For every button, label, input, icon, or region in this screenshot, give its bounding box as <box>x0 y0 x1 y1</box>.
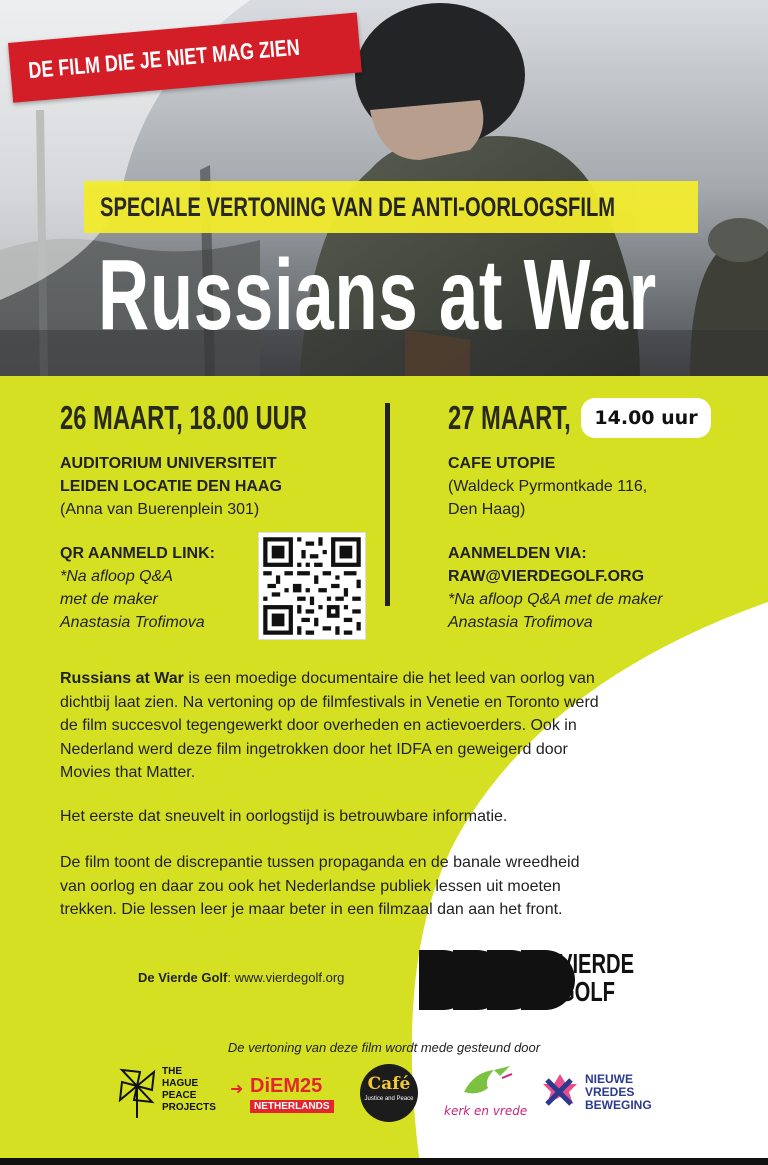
diem-sub: NETHERLANDS <box>250 1100 334 1113</box>
hague-line4: PROJECTS <box>162 1102 216 1113</box>
body-p3-line3: trekken. Die lessen leer je maar beter in een filmzaal dan aan het front. <box>60 901 563 918</box>
dove-icon <box>454 1062 514 1102</box>
organizer-site[interactable]: : www.vierdegolf.org <box>227 970 345 985</box>
event1-signup-label: QR AANMELD LINK: <box>60 545 215 562</box>
film-title: Russians at War <box>98 239 657 351</box>
cafe-sub: Justice and Peace <box>364 1096 414 1102</box>
body-p3-line1: De film toont de discrepantie tussen propaganda en de banale wreedheid <box>60 854 580 871</box>
body-p1-line1: is een moedige documentaire die het leed van oorlog van <box>183 670 595 687</box>
column-divider <box>385 403 390 606</box>
support-text: De vertoning van deze film wordt mede gesteund door <box>227 1040 541 1055</box>
qr-code[interactable] <box>258 532 366 640</box>
body-paragraph-2: Het eerste dat sneuvelt in oorlogstijd is betrouwbare informatie. <box>60 808 508 825</box>
nvb-line2: VREDES <box>585 1085 635 1099</box>
organizer-name: De Vierde Golf <box>138 970 228 985</box>
hague-line3: PEACE <box>162 1090 197 1101</box>
body-p1-line5: Movies that Matter. <box>60 764 196 781</box>
event2-address-line1: (Waldeck Pyrmontkade 116, <box>448 478 648 495</box>
event2-signup-email[interactable]: RAW@VIERDEGOLF.ORG <box>448 568 645 585</box>
vierde-golf-logo-line1: VIERDE <box>559 948 635 979</box>
event1-venue-line1: AUDITORIUM UNIVERSITEIT <box>60 455 277 472</box>
event1-venue-line2: LEIDEN LOCATIE DEN HAAG <box>60 478 282 495</box>
hague-line2: HAGUE <box>162 1078 199 1089</box>
event2-note-line1: *Na afloop Q&A met de maker <box>448 591 663 608</box>
vierde-golf-logo-line2: GOLF <box>559 976 615 1007</box>
subtitle-text: SPECIALE VERTONING VAN DE ANTI-OORLOGSFILM <box>100 192 616 222</box>
nieuwe-vredesbeweging-logo <box>541 1072 665 1116</box>
nvb-line1: NIEUWE <box>585 1072 633 1086</box>
pinwheel-icon <box>112 1062 162 1118</box>
event1-note-line3: Anastasia Trofimova <box>60 614 205 631</box>
event2-signup-label: AANMELDEN VIA: <box>448 545 587 562</box>
event2-venue: CAFE UTOPIE <box>448 455 556 472</box>
body-p3-line2: van oorlog en daar zou ook het Nederlandse publiek lessen uit moeten <box>60 877 561 895</box>
event2-time-badge: 14.00 uur <box>581 398 711 438</box>
hague-line1: THE <box>162 1066 182 1077</box>
event1-note-line1: *Na afloop Q&A <box>60 568 173 585</box>
diem-arrow-icon: ➜ <box>230 1079 244 1098</box>
qr-code-image <box>259 533 365 639</box>
vierde-golf-logo <box>419 948 635 1012</box>
body-film-title: Russians at War <box>60 670 184 687</box>
event1-note-line2: met de maker <box>60 591 158 608</box>
kerk-en-vrede-logo <box>444 1062 528 1124</box>
subtitle-strip <box>84 181 698 233</box>
body-paragraph-3 <box>60 851 730 922</box>
body-p1-line4: Nederland werd deze film ingetrokken door het IDFA en geweigerd door <box>60 740 568 758</box>
event1-date: 26 MAART, 18.00 UUR <box>60 399 307 436</box>
banner-text: DE FILM DIE JE NIET MAG ZIEN <box>27 33 301 84</box>
event1-address: (Anna van Buerenplein 301) <box>60 501 260 518</box>
kerk-text: kerk en vrede <box>444 1104 528 1118</box>
cafe-name: Café <box>367 1074 411 1094</box>
organizer-label <box>138 970 344 985</box>
event2-date: 27 MAART, <box>448 399 571 436</box>
event2-address-line2: Den Haag) <box>448 501 526 518</box>
nvb-star-icon <box>541 1072 579 1108</box>
body-paragraph-1 <box>60 667 730 785</box>
nvb-line3: BEWEGING <box>585 1098 652 1112</box>
body-p1-line2: dichtbij laat zien. Na vertoning op de filmfestivals in Venetie en Toronto werd <box>60 693 599 711</box>
event2-note-line2: Anastasia Trofimova <box>448 614 593 631</box>
diem25-logo <box>230 1074 344 1114</box>
bottom-bar <box>0 1158 768 1165</box>
cafe-justice-peace-logo <box>360 1064 418 1122</box>
body-p1-line3: de film succesvol tegengewerkt door overheden en actievoerders. Ook in <box>60 717 577 734</box>
hague-peace-projects-logo <box>112 1062 222 1120</box>
diem-name: DiEM25 <box>250 1075 323 1097</box>
